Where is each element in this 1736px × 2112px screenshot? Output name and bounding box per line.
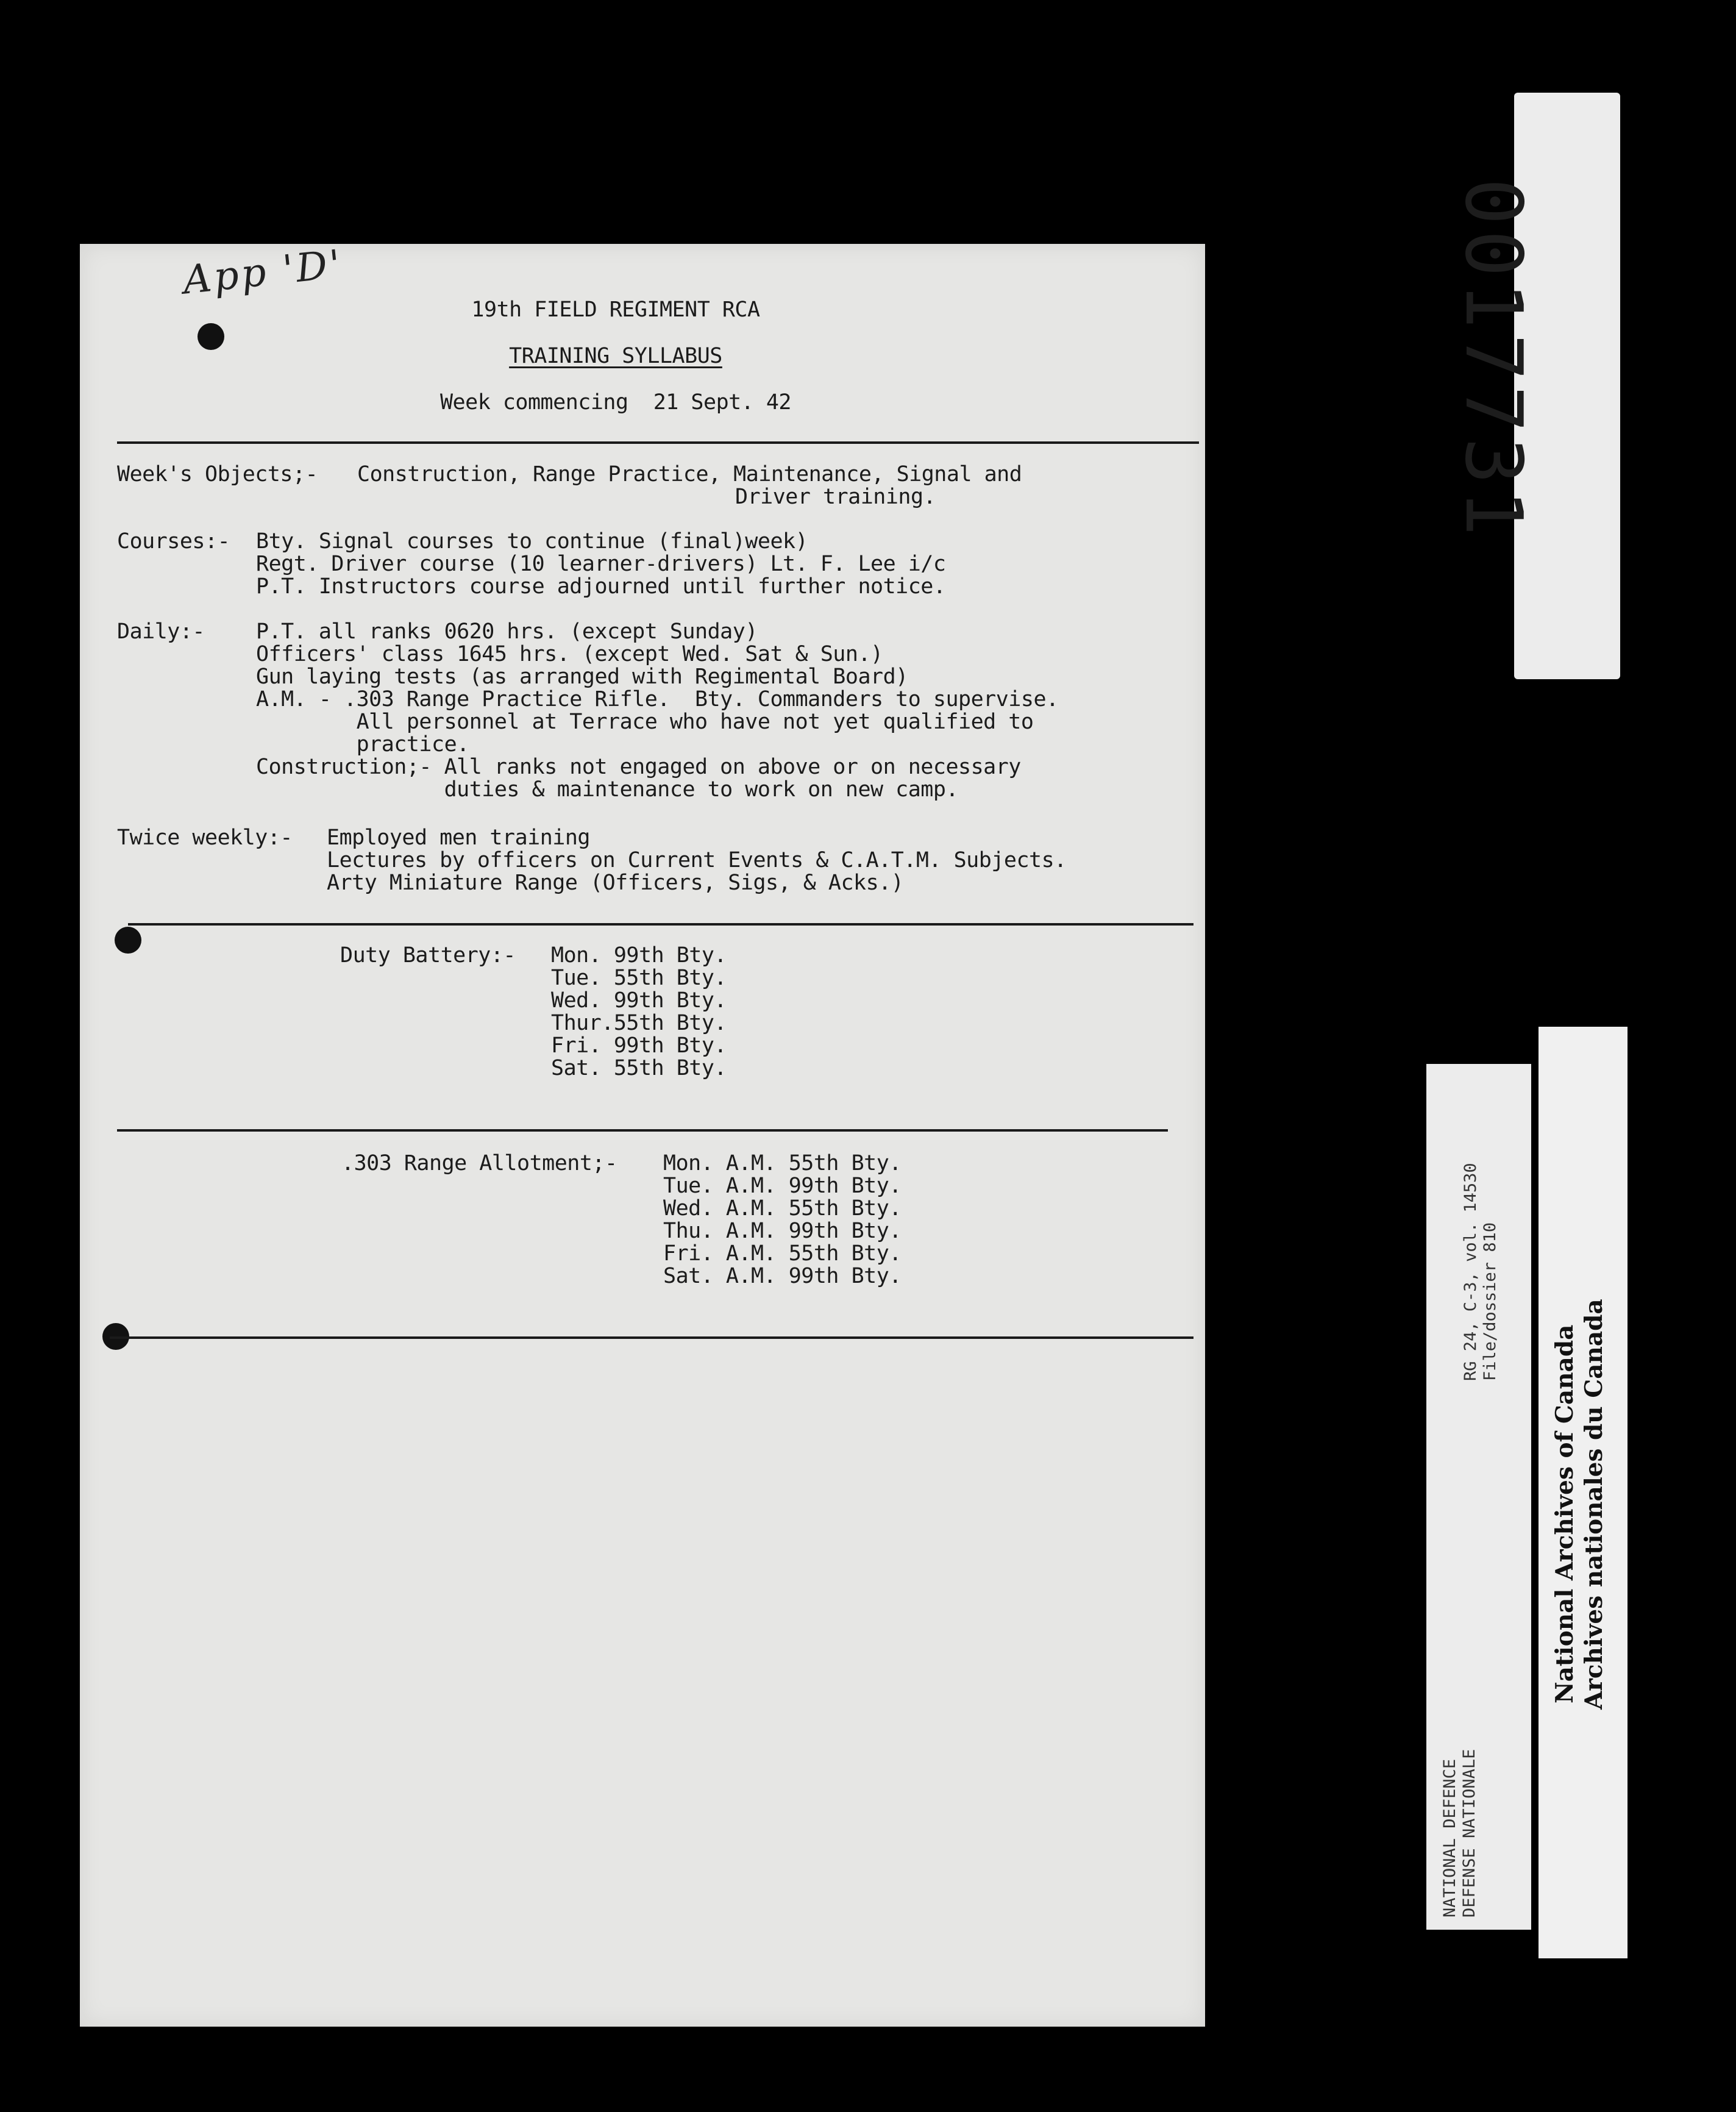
range-allotment-row: Wed. A.M. 55th Bty. xyxy=(663,1196,902,1221)
twice-weekly-item: Employed men training xyxy=(327,826,591,850)
range-allotment-row: Thu. A.M. 99th Bty. xyxy=(663,1219,902,1243)
twice-weekly-label: Twice weekly:- xyxy=(117,826,293,850)
daily-item: Officers' class 1645 hrs. (except Wed. Sat & Sun.) xyxy=(256,642,883,666)
week-commencing: Week commencing 21 Sept. 42 xyxy=(439,390,791,415)
daily-item: All personnel at Terrace who have not yet qualified to xyxy=(256,710,1034,734)
archive-name-fr: Archives nationales du Canada xyxy=(1580,1299,1608,1710)
objects-label: Week's Objects;- xyxy=(117,462,318,487)
daily-item: duties & maintenance to work on new camp. xyxy=(256,777,959,802)
duty-battery-row: Wed. 99th Bty. xyxy=(551,988,727,1013)
twice-weekly-item: Arty Miniature Range (Officers, Sigs, & Acks.) xyxy=(327,871,904,895)
document-page xyxy=(80,244,1205,2027)
duty-battery-row: Thur.55th Bty. xyxy=(551,1011,727,1035)
range-allotment-label: .303 Range Allotment;- xyxy=(341,1151,617,1176)
course-item: Bty. Signal courses to continue (final)week) xyxy=(256,529,808,554)
objects-line: Construction, Range Practice, Maintenance, Signal and xyxy=(357,462,1022,487)
daily-item: Construction;- All ranks not engaged on above or on necessary xyxy=(256,755,1021,779)
duty-battery-row: Mon. 99th Bty. xyxy=(551,943,727,968)
frame-number-strip xyxy=(1448,93,1620,679)
punch-hole-top xyxy=(197,323,224,350)
file-dossier: File/dossier 810 xyxy=(1481,1222,1499,1381)
range-allotment-row: Fri. A.M. 55th Bty. xyxy=(663,1241,902,1266)
objects-line: Driver training. xyxy=(735,485,936,509)
department-name-fr: DEFENSE NATIONALE xyxy=(1460,1749,1479,1918)
punch-hole-middle xyxy=(115,927,141,954)
courses-label: Courses:- xyxy=(117,529,230,554)
duty-battery-label: Duty Battery:- xyxy=(340,943,516,968)
daily-item: A.M. - .303 Range Practice Rifle. Bty. Commanders to supervise. xyxy=(256,687,1059,712)
daily-item: Gun laying tests (as arranged with Regimental Board) xyxy=(256,665,908,689)
daily-label: Daily:- xyxy=(117,619,205,644)
divider-4 xyxy=(110,1336,1194,1339)
duty-battery-row: Tue. 55th Bty. xyxy=(551,966,727,990)
divider-3 xyxy=(117,1129,1168,1132)
course-item: Regt. Driver course (10 learner-drivers) Lt. F. Lee i/c xyxy=(256,552,946,576)
divider-1 xyxy=(117,441,1199,444)
department-name: NATIONAL DEFENCE xyxy=(1440,1758,1459,1918)
archive-label-card xyxy=(1539,1027,1628,1958)
daily-item: practice. xyxy=(256,732,469,757)
frame-number: 0017731 xyxy=(1448,178,1539,541)
range-allotment-row: Mon. A.M. 55th Bty. xyxy=(663,1151,902,1176)
divider-2 xyxy=(128,923,1194,926)
archive-reference-card xyxy=(1426,1064,1531,1930)
duty-battery-row: Fri. 99th Bty. xyxy=(551,1033,727,1058)
twice-weekly-item: Lectures by officers on Current Events & C.A.T.M. Subjects. xyxy=(327,848,1067,872)
page-title: TRAINING SYLLABUS xyxy=(509,344,722,368)
course-item: P.T. Instructors course adjourned until further notice. xyxy=(256,574,946,599)
handwritten-annotation: App 'D' xyxy=(180,241,346,304)
range-allotment-row: Sat. A.M. 99th Bty. xyxy=(663,1264,902,1288)
archive-name-en: National Archives of Canada xyxy=(1551,1324,1579,1704)
daily-item: P.T. all ranks 0620 hrs. (except Sunday) xyxy=(256,619,758,644)
reference-number: RG 24, C-3, vol. 14530 xyxy=(1461,1163,1480,1381)
unit-heading: 19th FIELD REGIMENT RCA xyxy=(471,298,760,322)
duty-battery-row: Sat. 55th Bty. xyxy=(551,1056,727,1080)
range-allotment-row: Tue. A.M. 99th Bty. xyxy=(663,1174,902,1198)
